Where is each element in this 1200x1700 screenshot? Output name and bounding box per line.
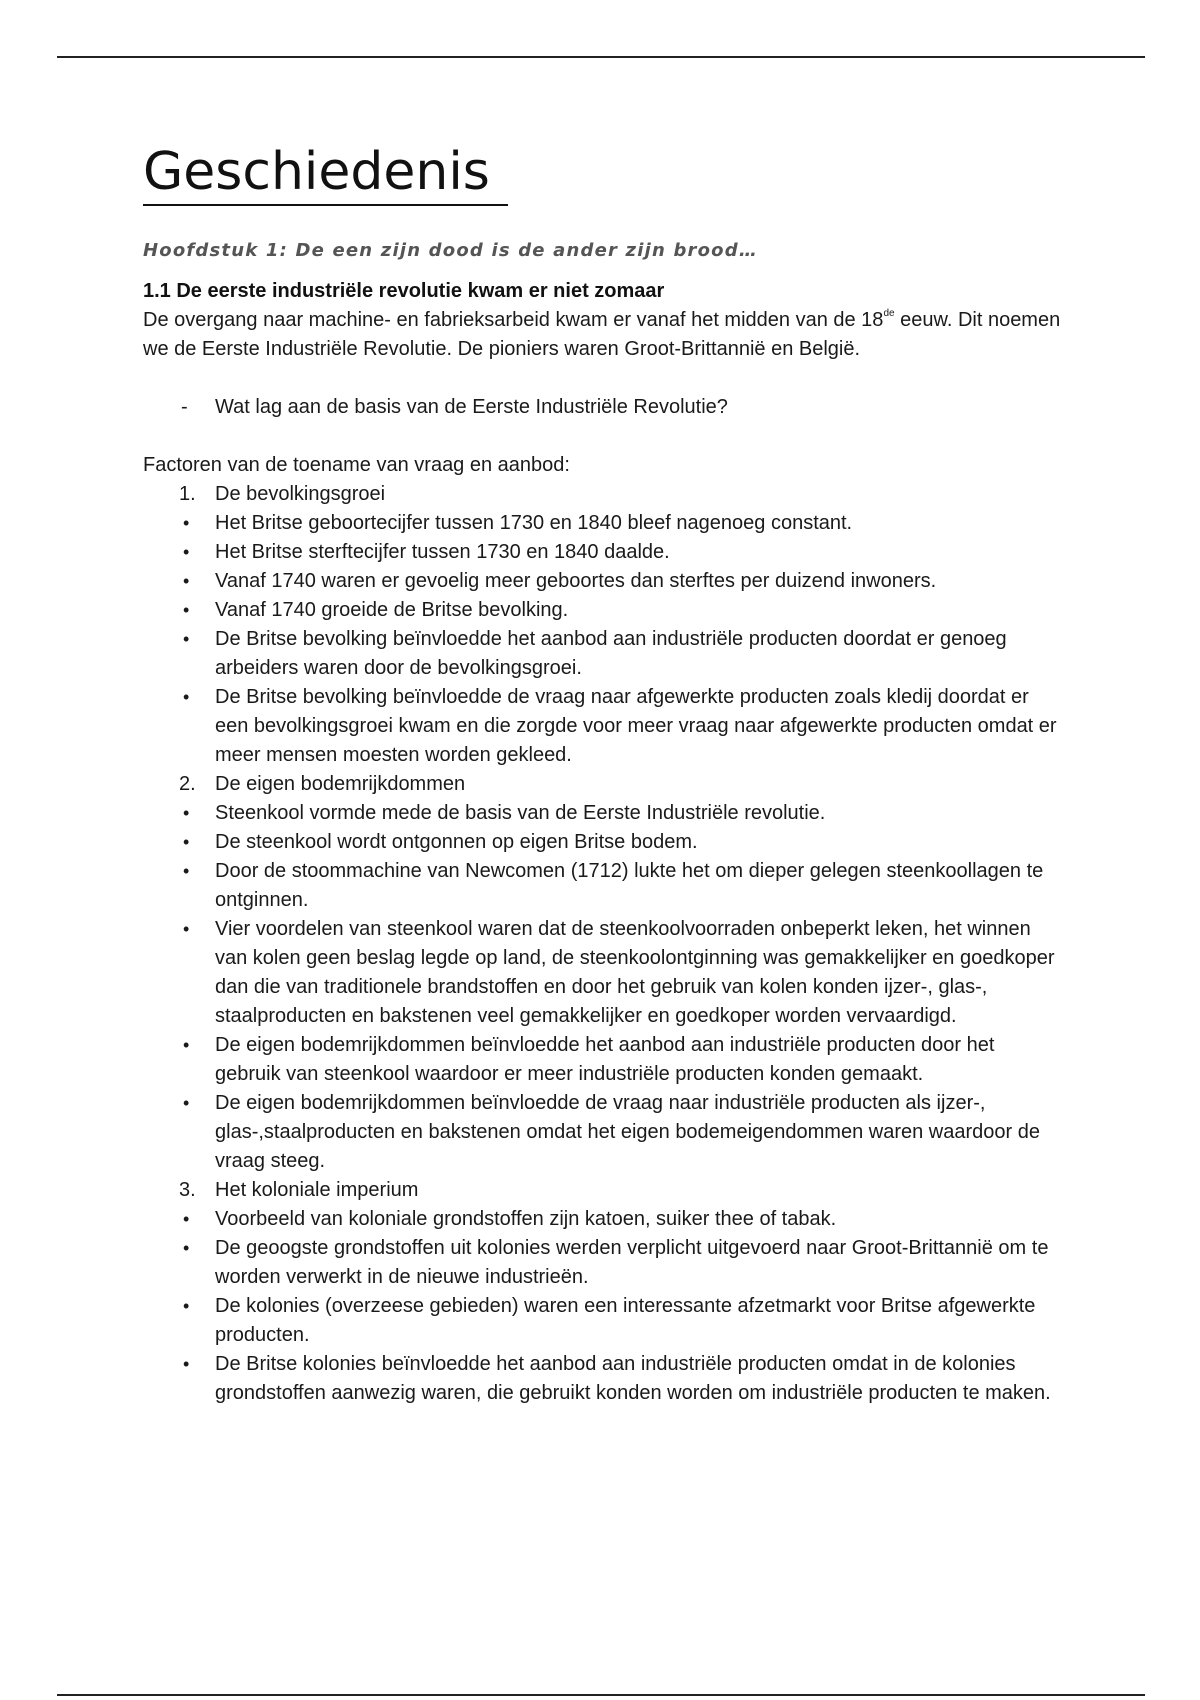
chapter-subtitle: Hoofdstuk 1: De een zijn dood is de ander zijn brood… — [143, 240, 759, 261]
list-item: • Vier voordelen van steenkool waren dat de steenkoolvoorraden onbeperkt leken, het winnen van kolen geen beslag legde op land, de steenkoolontginning was gemakkelijker en goedkoper dan die van traditionele brandstoffen en door het gebruik van kolen konden ijzer-, glas-, staalproducten en bakstenen veel gemakkelijker en goedkoper worden vervaardigd. — [183, 918, 1055, 1027]
list-item: • De steenkool wordt ontgonnen op eigen Britse bodem. — [183, 831, 698, 853]
dash-marker: - — [181, 396, 188, 418]
list-item: • Voorbeeld van koloniale grondstoffen zijn katoen, suiker thee of tabak. — [183, 1208, 837, 1230]
list-item: • Vanaf 1740 waren er gevoelig meer geboortes dan sterftes per duizend inwoners. — [183, 570, 937, 592]
top-rule — [57, 56, 1145, 58]
document-body — [143, 140, 1063, 1408]
list-item: • Vanaf 1740 groeide de Britse bevolking. — [183, 599, 569, 621]
list-item: • Steenkool vormde mede de basis van de Eerste Industriële revolutie. — [183, 802, 826, 824]
list-item: • De geoogste grondstoffen uit kolonies werden verplicht uitgevoerd naar Groot-Brittannië om te worden verwerkt in de nieuwe industrieën. — [183, 1237, 1049, 1288]
list-item: • De kolonies (overzeese gebieden) waren een interessante afzetmarkt voor Britse afgewerkte producten. — [183, 1295, 1036, 1346]
list-item: 1. De bevolkingsgroei — [179, 483, 386, 505]
list-item: • De Britse bevolking beïnvloedde de vraag naar afgewerkte producten zoals kledij doordat er een bevolkingsgroei kwam en die zorgde voor meer vraag naar afgewerkte producten omdat er meer mensen moesten worden gekleed. — [183, 686, 1057, 766]
bottom-rule — [57, 1694, 1145, 1696]
intro-paragraph: De overgang naar machine- en fabrieksarbeid kwam er vanaf het midden van de 18de eeuw. Dit noemen we de Eerste Industriële Revolutie. De pioniers waren Groot-Brittannië en België. — [143, 308, 1061, 360]
list-item: • De eigen bodemrijkdommen beïnvloedde het aanbod aan industriële producten door het gebruik van steenkool waardoor er meer industriële producten konden gemaakt. — [183, 1034, 995, 1085]
list-item: • De Britse bevolking beïnvloedde het aanbod aan industriële producten doordat er genoeg arbeiders waren door de bevolkingsgroei. — [183, 628, 1007, 679]
list-item: 3. Het koloniale imperium — [179, 1179, 419, 1201]
question-text: Wat lag aan de basis van de Eerste Industriële Revolutie? — [215, 396, 728, 418]
list-item: • De Britse kolonies beïnvloedde het aanbod aan industriële producten omdat in de kolonies grondstoffen aanwezig waren, die gebruikt konden worden om industriële producten te maken. — [183, 1353, 1051, 1404]
section-heading: 1.1 De eerste industriële revolutie kwam er niet zomaar — [143, 280, 665, 302]
factor-list — [143, 480, 1063, 1408]
page-title: Geschiedenis — [143, 140, 508, 206]
list-item: • Het Britse sterftecijfer tussen 1730 en 1840 daalde. — [183, 541, 670, 563]
question-item — [143, 393, 1063, 422]
list-item: • De eigen bodemrijkdommen beïnvloedde de vraag naar industriële producten als ijzer-, glas-,staalproducten en bakstenen omdat het eigen bodemeigendommen waren waardoor de vraag steeg. — [183, 1092, 1040, 1172]
list-item: • Door de stoommachine van Newcomen (1712) lukte het om dieper gelegen steenkoollagen te ontginnen. — [183, 860, 1044, 911]
list-item: • Het Britse geboortecijfer tussen 1730 en 1840 bleef nagenoeg constant. — [183, 512, 853, 534]
list-item: 2. De eigen bodemrijkdommen — [179, 773, 466, 795]
ordinal-superscript: de — [883, 308, 895, 319]
factors-label: Factoren van de toename van vraag en aanbod: — [143, 454, 570, 476]
